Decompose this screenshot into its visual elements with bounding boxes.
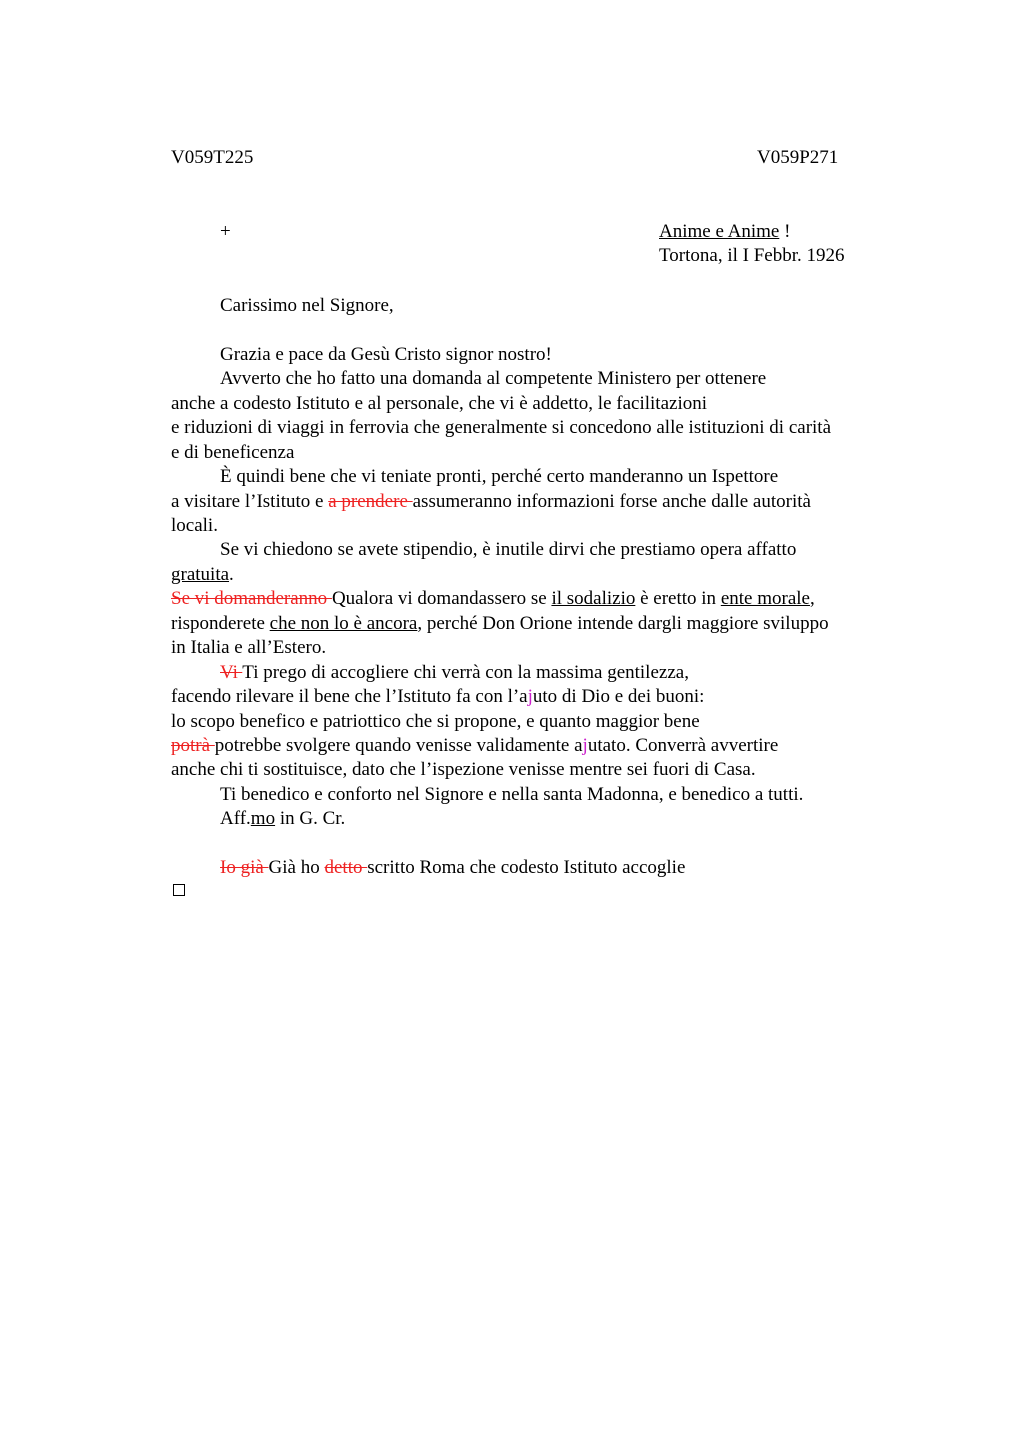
- p4-text-d: risponderete: [171, 613, 270, 634]
- p4-line-1: [171, 587, 815, 611]
- p5-text-c: uto di Dio e dei buoni:: [532, 686, 705, 707]
- deleted-text: a prendere: [328, 491, 413, 512]
- p4-text-b: è eretto in: [635, 588, 721, 609]
- p4-text-e: , perché Don Orione intende dargli maggiore sviluppo: [417, 613, 829, 634]
- p3-text-end: .: [229, 564, 234, 585]
- closing: [220, 807, 345, 831]
- underlined-text: che non lo è ancora: [269, 613, 418, 634]
- p5-line-3: lo scopo benefico e patriottico che si propone, e quanto maggior bene: [171, 711, 700, 732]
- p2-line-3: locali.: [171, 515, 218, 536]
- underlined-text: ente morale: [720, 588, 810, 609]
- p4-text-c: ,: [809, 588, 815, 609]
- motto-line: [659, 220, 790, 244]
- square-box-icon: [173, 884, 185, 896]
- p1-line-2: anche a codesto Istituto e al personale, che vi è addetto, le facilitazioni: [171, 393, 707, 414]
- postscript: [220, 856, 685, 880]
- deleted-text: Se vi domanderanno: [171, 588, 332, 609]
- deleted-text: detto: [324, 857, 368, 878]
- p5-text-a: Ti prego di accogliere chi verrà con la massima gentilezza,: [242, 662, 689, 683]
- p1-line-3: e riduzioni di viaggi in ferrovia che generalmente si concedono alle istituzioni di carità: [171, 417, 832, 438]
- p1-line-1: Avverto che ho fatto una domanda al competente Ministero per ottenere: [220, 368, 767, 389]
- p2-line-2: [171, 490, 811, 514]
- p1-line-4: e di beneficenza: [171, 442, 295, 463]
- motto-mark: !: [779, 221, 791, 242]
- p2-text-b: assumeranno informazioni forse anche dalle autorità: [412, 491, 811, 512]
- inserted-letter: j: [527, 686, 533, 707]
- p5-line-1: [220, 661, 689, 685]
- motto: Anime e Anime: [659, 221, 780, 242]
- p4-text-a: Qualora vi domandassero se: [331, 588, 552, 609]
- postscript-text-b: scritto Roma che codesto Istituto accoglie: [367, 857, 686, 878]
- p5-line-2: [171, 685, 704, 709]
- underlined-text: mo: [250, 808, 276, 829]
- cross-mark: +: [220, 221, 231, 242]
- underlined-text: gratuita: [171, 564, 230, 585]
- inserted-letter: j: [582, 735, 588, 756]
- p4-line-3: in Italia e all’Estero.: [171, 637, 327, 658]
- deleted-text: Vi: [220, 662, 243, 683]
- p3-line-2: [171, 563, 234, 587]
- p2-text-a: a visitare l’Istituto e: [171, 491, 329, 512]
- postscript-text-a: Già ho: [268, 857, 325, 878]
- salutation: Carissimo nel Signore,: [220, 295, 394, 316]
- p3-line-1: Se vi chiedono se avete stipendio, è inutile dirvi che prestiamo opera affatto: [220, 539, 797, 560]
- deleted-text: potrà: [171, 735, 215, 756]
- p2-line-1: È quindi bene che vi teniate pronti, perché certo manderanno un Ispettore: [220, 466, 779, 487]
- header-left-code: V059T225: [171, 147, 254, 168]
- p5-line-5: anche chi ti sostituisce, dato che l’ispezione venisse mentre sei fuori di Casa.: [171, 759, 756, 780]
- greeting: Grazia e pace da Gesù Cristo signor nostro!: [220, 344, 552, 365]
- p4-line-2: [171, 612, 829, 636]
- place-date: Tortona, il I Febbr. 1926: [659, 245, 845, 266]
- deleted-text: Io già: [220, 857, 269, 878]
- p5-line-4: [171, 734, 778, 758]
- p5-text-d: potrebbe svolgere quando venisse validamente a: [214, 735, 583, 756]
- p5-text-e: utato. Converrà avvertire: [587, 735, 779, 756]
- closing-text-a: Aff.: [220, 808, 251, 829]
- header-right-code: V059P271: [757, 147, 839, 168]
- p5-text-b: facendo rilevare il bene che l’Istituto fa con l’a: [171, 686, 528, 707]
- underlined-text: il sodalizio: [551, 588, 636, 609]
- blessing: Ti benedico e conforto nel Signore e nella santa Madonna, e benedico a tutti.: [220, 784, 804, 805]
- closing-text-b: in G. Cr.: [275, 808, 346, 829]
